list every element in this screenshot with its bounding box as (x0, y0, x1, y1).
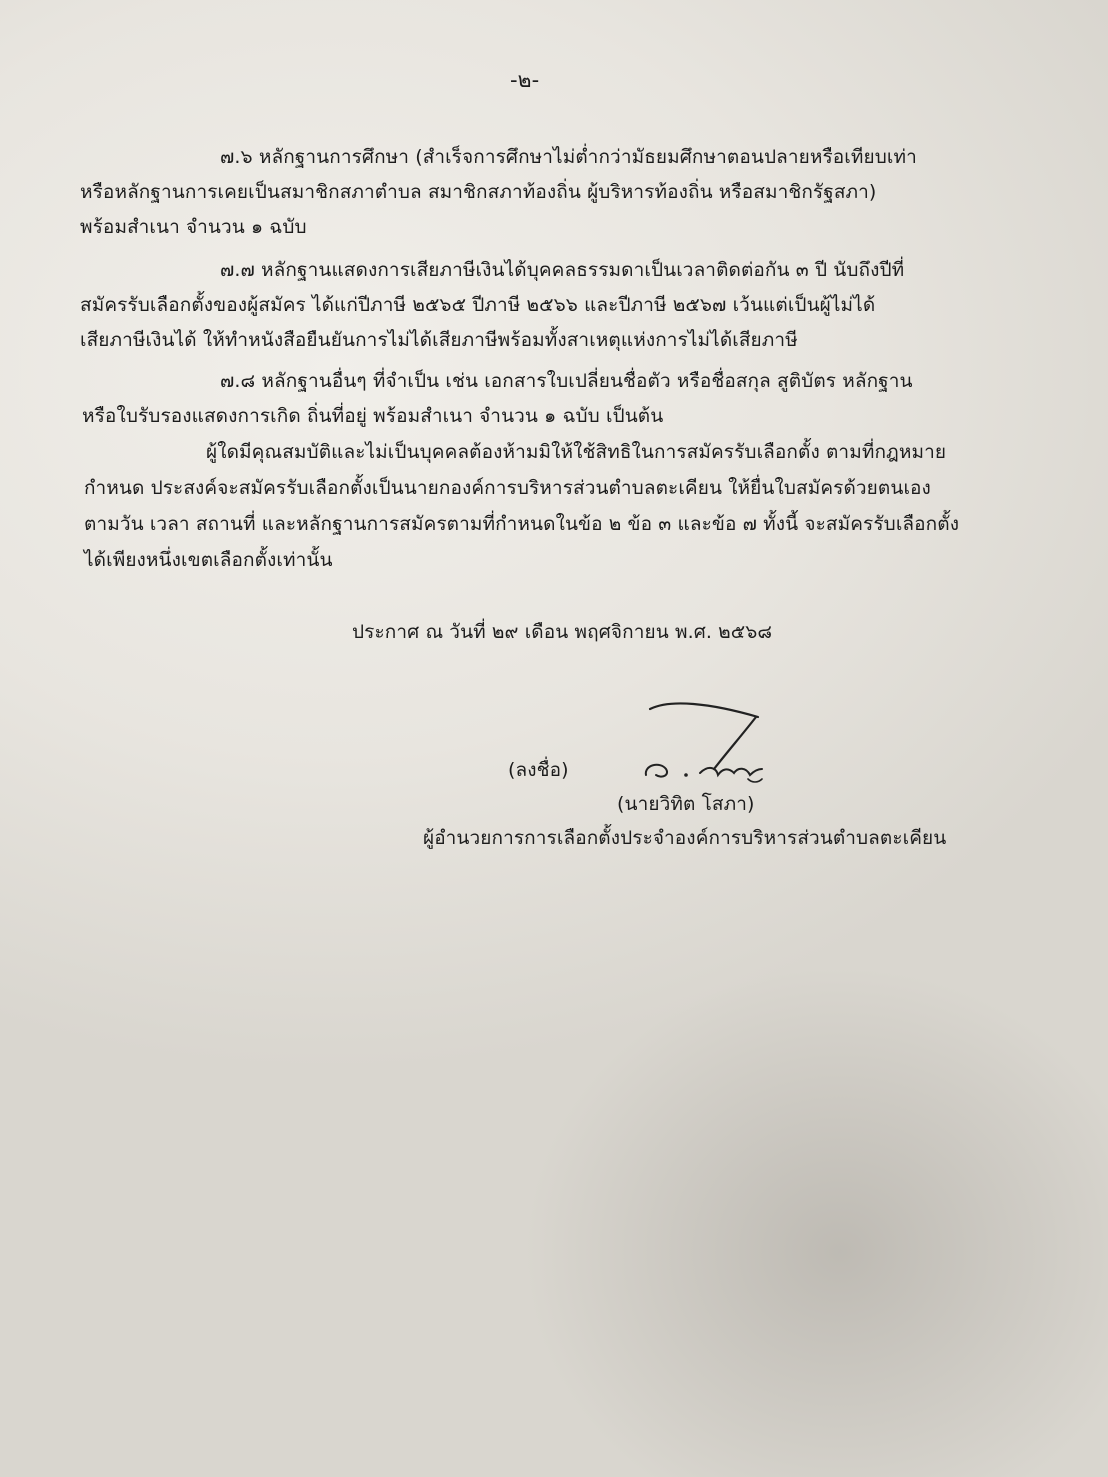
closing-paragraph-line-4: ได้เพียงหนึ่งเขตเลือกตั้งเท่านั้น (84, 549, 333, 571)
sign-label: (ลงชื่อ) (508, 759, 569, 781)
handwritten-signature (630, 695, 780, 790)
signer-position: ผู้อำนวยการการเลือกตั้งประจำองค์การบริหารส่วนตำบลตะเคียน (423, 827, 947, 849)
item-7-8-line-2: หรือใบรับรองแสดงการเกิด ถิ่นที่อยู่ พร้อมสำเนา จำนวน ๑ ฉบับ เป็นต้น (82, 405, 664, 427)
item-7-6-line-1: ๗.๖ หลักฐานการศึกษา (สำเร็จการศึกษาไม่ต่ำกว่ามัธยมศึกษาตอนปลายหรือเทียบเท่า (220, 146, 917, 168)
item-7-7-line-2: สมัครรับเลือกตั้งของผู้สมัคร ได้แก่ปีภาษี ๒๕๖๕ ปีภาษี ๒๕๖๖ และปีภาษี ๒๕๖๗ เว้นแต่เป็นผู้ไม่ได้ (80, 294, 876, 316)
item-7-8-line-1: ๗.๘ หลักฐานอื่นๆ ที่จำเป็น เช่น เอกสารใบเปลี่ยนชื่อตัว หรือชื่อสกุล สูติบัตร หลักฐาน (220, 370, 913, 392)
item-7-6-line-2: หรือหลักฐานการเคยเป็นสมาชิกสภาตำบล สมาชิกสภาท้องถิ่น ผู้บริหารท้องถิ่น หรือสมาชิกรัฐสภา) (80, 181, 877, 203)
closing-paragraph-line-3: ตามวัน เวลา สถานที่ และหลักฐานการสมัครตามที่กำหนดในข้อ ๒ ข้อ ๓ และข้อ ๗ ทั้งนี้ จะสมัครรับเลือกตั้ง (84, 513, 960, 535)
item-7-6-line-3: พร้อมสำเนา จำนวน ๑ ฉบับ (80, 216, 307, 238)
item-7-7-line-1: ๗.๗ หลักฐานแสดงการเสียภาษีเงินได้บุคคลธรรมดาเป็นเวลาติดต่อกัน ๓ ปี นับถึงปีที่ (220, 259, 905, 281)
closing-paragraph-line-1: ผู้ใดมีคุณสมบัติและไม่เป็นบุคคลต้องห้ามมิให้ใช้สิทธิในการสมัครรับเลือกตั้ง ตามที่กฎหมาย (206, 441, 947, 463)
closing-paragraph-line-2: กำหนด ประสงค์จะสมัครรับเลือกตั้งเป็นนายกองค์การบริหารส่วนตำบลตะเคียน ให้ยื่นใบสมัครด้วยตนเอง (84, 477, 931, 499)
photo-shadow (420, 880, 1108, 1477)
item-7-7-line-3: เสียภาษีเงินได้ ให้ทำหนังสือยืนยันการไม่ได้เสียภาษีพร้อมทั้งสาเหตุแห่งการไม่ได้เสียภาษี (80, 329, 798, 351)
signer-name: (นายวิทิต โสภา) (617, 793, 755, 815)
announcement-date: ประกาศ ณ วันที่ ๒๙ เดือน พฤศจิกายน พ.ศ. ๒๕๖๘ (352, 621, 773, 643)
page-number: -๒- (510, 68, 540, 92)
